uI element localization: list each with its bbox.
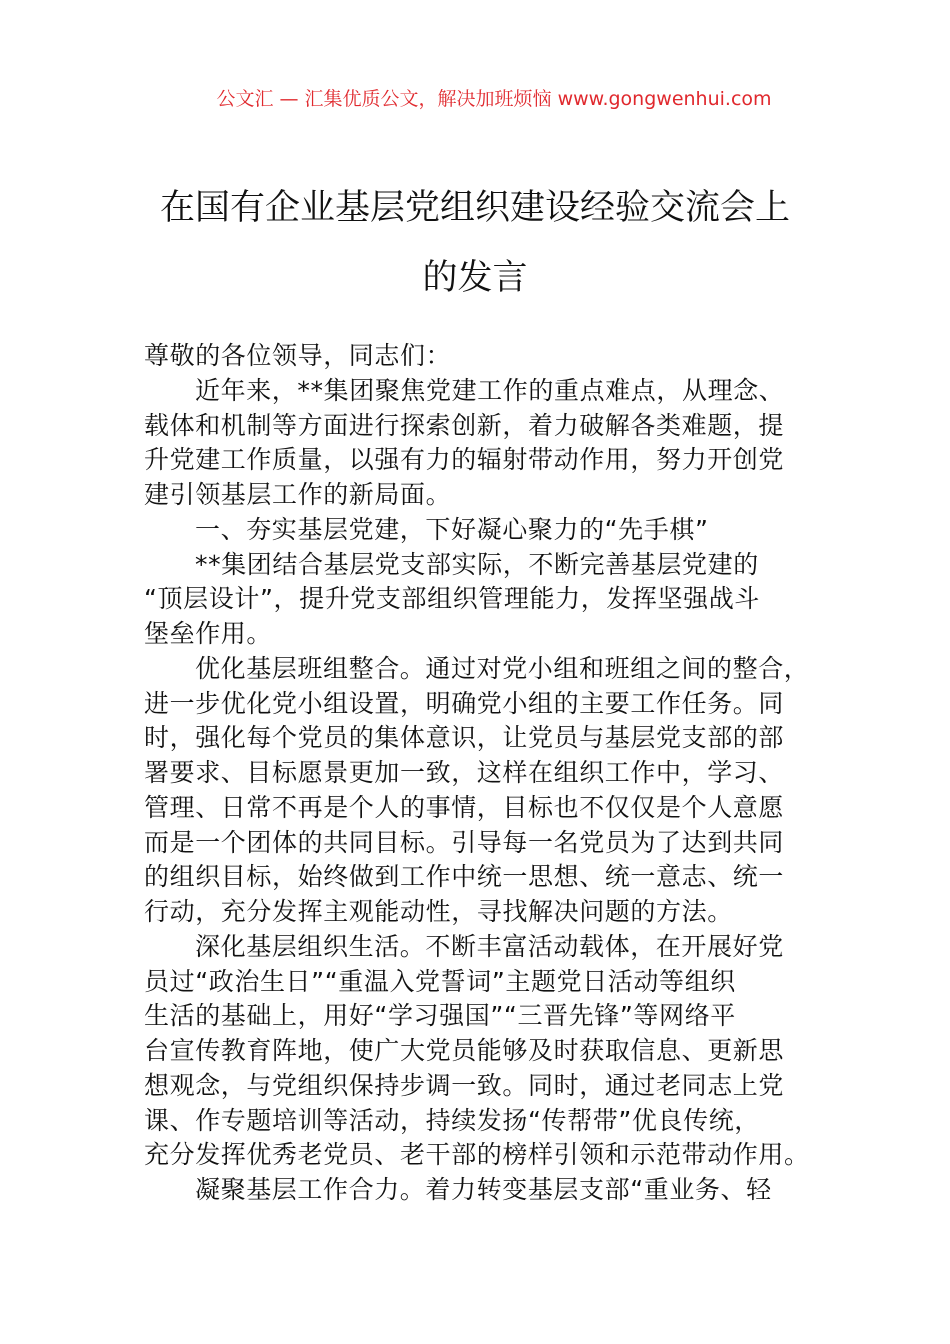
text-line: 升党建工作质量，以强有力的辐射带动作用，努力开创党 — [144, 445, 785, 475]
text-line: 建引领基层工作的新局面。 — [144, 480, 452, 509]
text-line: 课、作专题培训等活动，持续发扬“传帮带”优良传统， — [144, 1105, 760, 1135]
text-line: 台宣传教育阵地，使广大党员能够及时获取信息、更新思 — [144, 1036, 785, 1065]
text-line: 而是一个团体的共同目标。引导每一名党员为了达到共同 — [144, 827, 785, 857]
text-line: 进一步优化党小组设置，明确党小组的主要工作任务。同 — [144, 688, 785, 718]
text-line: 员过“政治生日”“重温入党誓词”主题党日活动等组织 — [144, 966, 736, 996]
text-line: **集团结合基层党支部实际，不断完善基层党建的 — [195, 549, 759, 579]
document-body — [144, 339, 824, 1208]
text-line: 近年来，**集团聚焦党建工作的重点难点，从理念、 — [195, 375, 785, 405]
text-line: 充分发挥优秀老党员、老干部的榜样引领和示范带动作用。 — [144, 1140, 810, 1170]
text-line: 想观念，与党组织保持步调一致。同时，通过老同志上党 — [144, 1070, 785, 1100]
text-line: 署要求、目标愿景更加一致，这样在组织工作中，学习、 — [144, 758, 785, 787]
text-line: 管理、日常不再是个人的事情，目标也不仅仅是个人意愿 — [144, 792, 785, 822]
watermark-header: 公文汇 — 汇集优质公文，解决加班烦恼 www.gongwenhui.com — [216, 88, 772, 110]
text-line: “顶层设计”，提升党支部组织管理能力，发挥坚强战斗 — [144, 584, 760, 614]
text-line: 尊敬的各位领导，同志们： — [144, 341, 452, 370]
text-line: 载体和机制等方面进行探索创新，着力破解各类难题，提 — [144, 410, 785, 440]
text-line: 优化基层班组整合。通过对党小组和班组之间的整合， — [195, 653, 810, 683]
document-title-line-2: 的发言 — [422, 258, 528, 298]
document-title-line-1: 在国有企业基层党组织建设经验交流会上 — [159, 188, 790, 228]
text-line: 一、夯实基层党建，下好凝心聚力的“先手棋” — [195, 514, 709, 544]
text-line: 凝聚基层工作合力。着力转变基层支部“重业务、轻 — [195, 1175, 772, 1204]
text-line: 时，强化每个党员的集体意识，让党员与基层党支部的部 — [144, 723, 785, 753]
text-line: 的组织目标，始终做到工作中统一思想、统一意志、统一 — [144, 862, 785, 892]
text-line: 行动，充分发挥主观能动性，寻找解决问题的方法。 — [144, 897, 733, 926]
text-line: 生活的基础上，用好“学习强国”“三晋先锋”等网络平 — [144, 1001, 736, 1031]
text-line: 深化基层组织生活。不断丰富活动载体，在开展好党 — [195, 931, 784, 961]
text-line: 堡垒作用。 — [144, 619, 273, 648]
